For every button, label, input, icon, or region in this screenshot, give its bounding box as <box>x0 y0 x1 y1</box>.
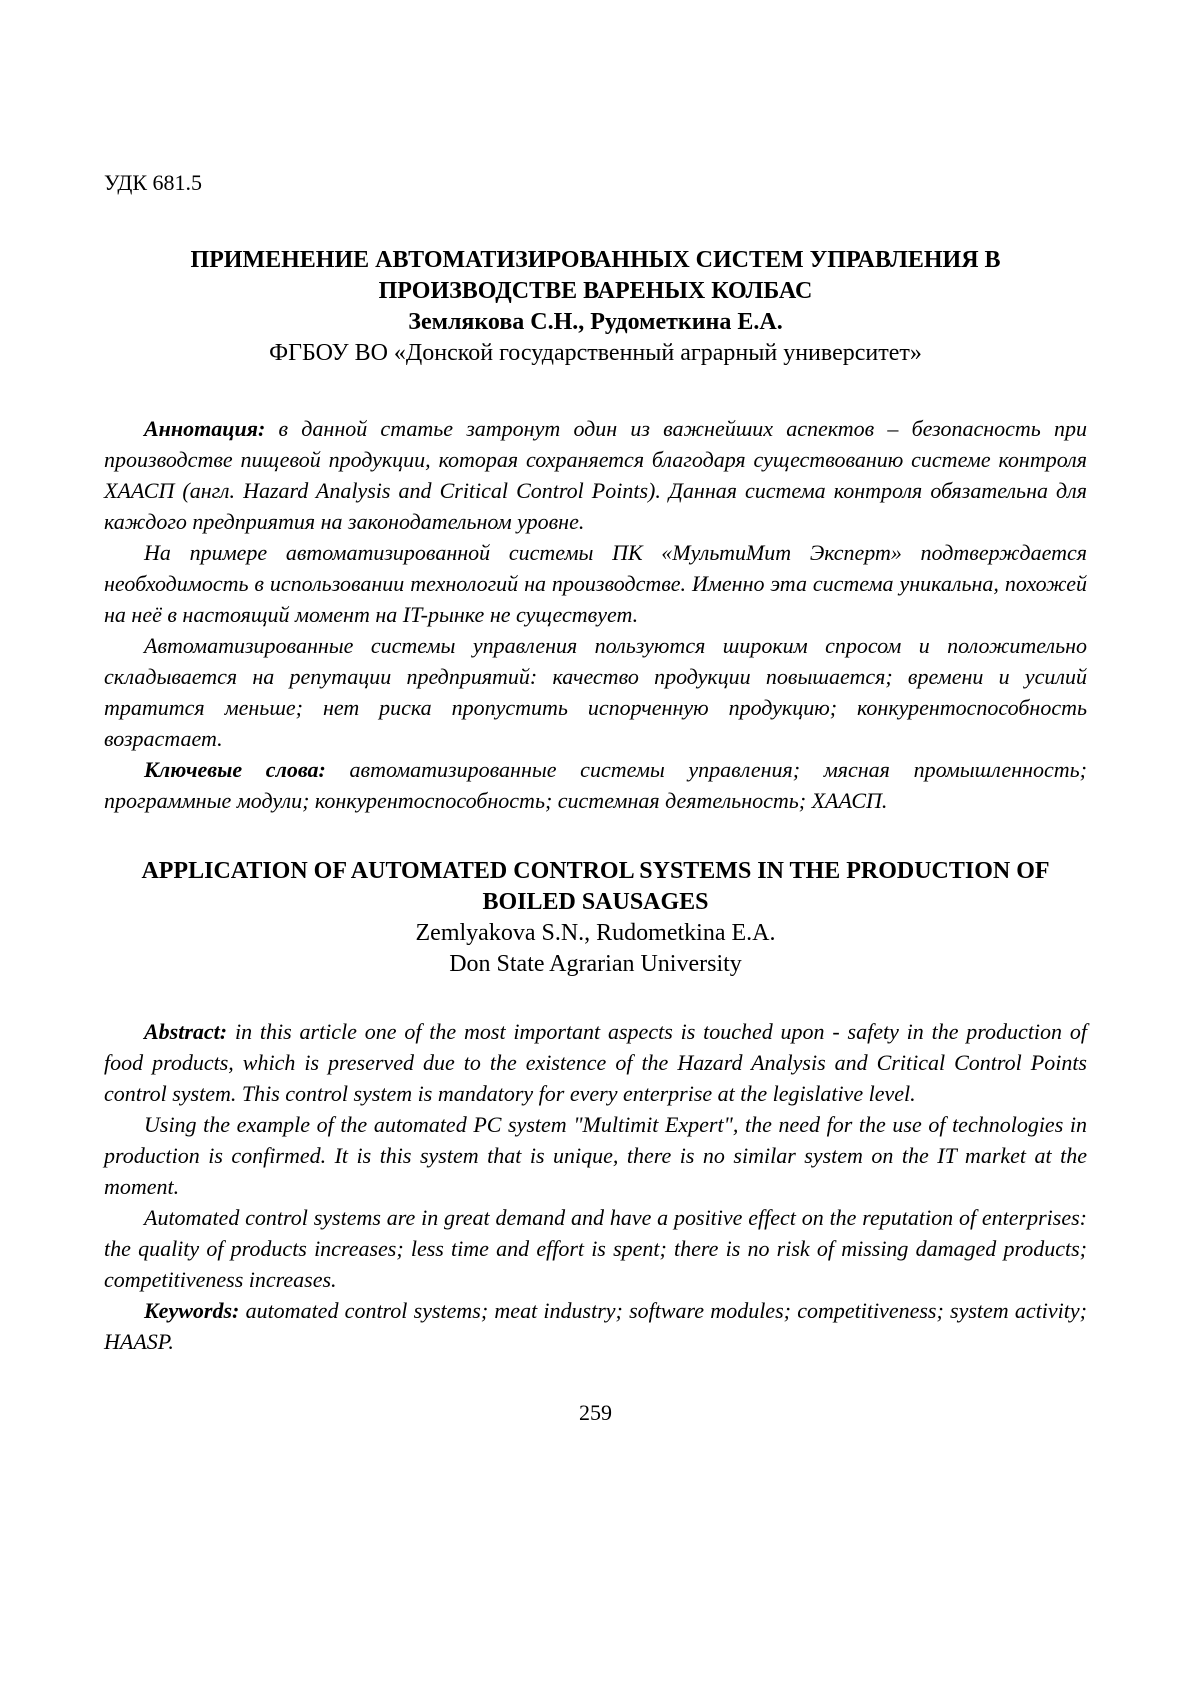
english-abstract-paragraph-1 <box>104 1016 1087 1109</box>
udc-code: УДК 681.5 <box>104 170 203 195</box>
english-heading-block <box>104 856 1087 980</box>
english-abstract-paragraph-3: Automated control systems are in great demand and have a positive effect on the reputation of enterprises: the quality of products increases; less time and effort is spent; there is no risk of missing damaged products; competitiveness increases. <box>104 1205 1087 1292</box>
russian-keywords-paragraph <box>104 754 1087 816</box>
russian-authors: Землякова С.Н., Рудометкина Е.А. <box>408 309 783 335</box>
english-abstract-label: Abstract: <box>144 1019 228 1044</box>
english-abstract-text-1: in this article one of the most important aspects is touched upon - safety in the production of food products, which is preserved due to the existence of the Hazard Analysis and Critical Control Points control system. This control system is mandatory for every enterprise at the legislative level. <box>104 1019 1087 1106</box>
english-abstract-section <box>104 1016 1087 1357</box>
russian-abstract-paragraph-1 <box>104 413 1087 537</box>
english-keywords-paragraph <box>104 1295 1087 1357</box>
english-article-title: APPLICATION OF AUTOMATED CONTROL SYSTEMS IN THE PRODUCTION OF BOILED SAUSAGES <box>141 858 1050 915</box>
english-keywords-text: automated control systems; meat industry; software modules; competitiveness; system activity; HAASP. <box>104 1298 1087 1354</box>
russian-affiliation: ФГБОУ ВО «Донской государственный аграрный университет» <box>269 340 922 366</box>
russian-heading-block <box>104 245 1087 369</box>
english-affiliation: Don State Agrarian University <box>449 951 742 977</box>
russian-abstract-text-1: в данной статье затронут один из важнейших аспектов – безопасность при производстве пищевой продукции, которая сохраняется благодаря существованию системе контроля ХААСП (англ. Hazard Analysis and Critical Control Points). Данная система контроля обязательна для каждого предприятия на законодательном уровне. <box>104 416 1087 534</box>
russian-abstract-paragraph-2: На примере автоматизированной системы ПК «МультиМит Эксперт» подтверждается необходимость в использовании технологий на производстве. Именно эта система уникальна, похожей на неё в настоящий момент на IT-рынке не существует. <box>104 540 1087 627</box>
russian-keywords-text: автоматизированные системы управления; мясная промышленность; программные модули; конкурентоспособность; системная деятельность; ХААСП. <box>104 757 1087 813</box>
english-authors: Zemlyakova S.N., Rudometkina E.A. <box>415 920 776 946</box>
english-keywords-label: Keywords: <box>144 1298 240 1323</box>
russian-abstract-paragraph-3: Автоматизированные системы управления пользуются широким спросом и положительно складывается на репутации предприятий: качество продукции повышается; времени и усилий тратится меньше; нет риска пропустить испорченную продукцию; конкурентоспособность возрастает. <box>104 633 1087 751</box>
russian-abstract-section <box>104 413 1087 816</box>
page-number: 259 <box>579 1400 612 1425</box>
russian-keywords-label: Ключевые слова: <box>144 757 326 782</box>
english-abstract-paragraph-2: Using the example of the automated PC system "Multimit Expert", the need for the use of technologies in production is confirmed. It is this system that is unique, there is no similar system on the IT market at the moment. <box>104 1112 1087 1199</box>
russian-article-title: ПРИМЕНЕНИЕ АВТОМАТИЗИРОВАННЫХ СИСТЕМ УПРАВЛЕНИЯ В ПРОИЗВОДСТВЕ ВАРЕНЫХ КОЛБАС <box>190 247 1001 304</box>
russian-abstract-label: Аннотация: <box>144 416 266 441</box>
